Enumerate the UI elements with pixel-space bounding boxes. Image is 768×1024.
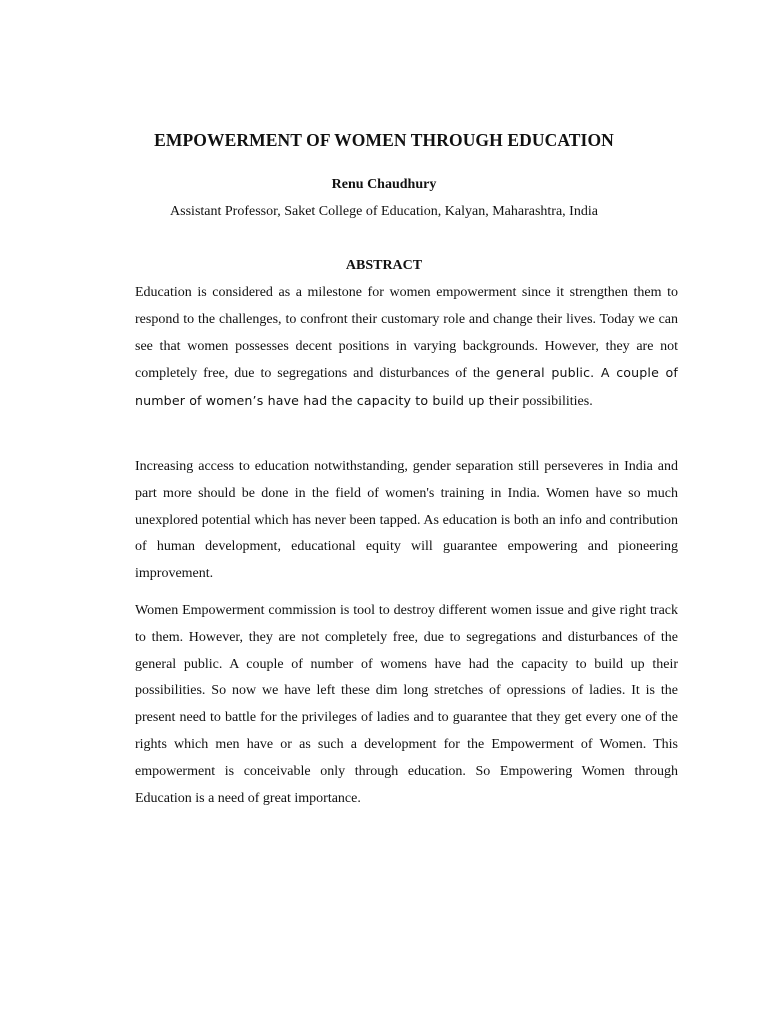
abstract-heading: ABSTRACT (345, 258, 423, 273)
abstract-paragraph-2: Increasing access to education notwithstanding, gender separation still perseveres in India and part more should be done in the field of women's training in India. Women have so much unexplored potential which has never been tapped. As education is both an info and contribution of human development, educational equity will guarantee empowering and pioneering improvement. (135, 459, 678, 582)
abstract-paragraph-1-part-b: general public. A couple of number of women’s have had the capacity to build up their (135, 365, 679, 409)
abstract-paragraph-3: Women Empowerment commission is tool to destroy different women issue and give right track to them. However, they are not completely free, due to segregations and disturbances of the general public. A couple of number of womens have had the capacity to build up their possibilities. So now we have left these dim long stretches of opressions of ladies. It is the present need to battle for the privileges of ladies and to guarantee that they get every one of the rights which men have or as such a development for the Empowerment of Women. This empowerment is conceivable only through education. So Empowering Women through Education is a need of great importance. (135, 603, 678, 806)
abstract-paragraph-1-part-a: Education is considered as a milestone for women empowerment since it strengthen them to respond to the challenges, to confront their customary role and change their lives. Today we can see that women possesses decent positions in varying backgrounds. However, they are not completely free, due to segregations and disturbances of the (135, 285, 678, 382)
paper-title: EMPOWERMENT OF WOMEN THROUGH EDUCATION (154, 130, 614, 150)
abstract-paragraph-1 (135, 280, 678, 416)
author-name: Renu Chaudhury (331, 177, 437, 192)
abstract-paragraph-1-part-c: possibilities. (518, 394, 593, 410)
author-affiliation: Assistant Professor, Saket College of Education, Kalyan, Maharashtra, India (170, 204, 598, 219)
